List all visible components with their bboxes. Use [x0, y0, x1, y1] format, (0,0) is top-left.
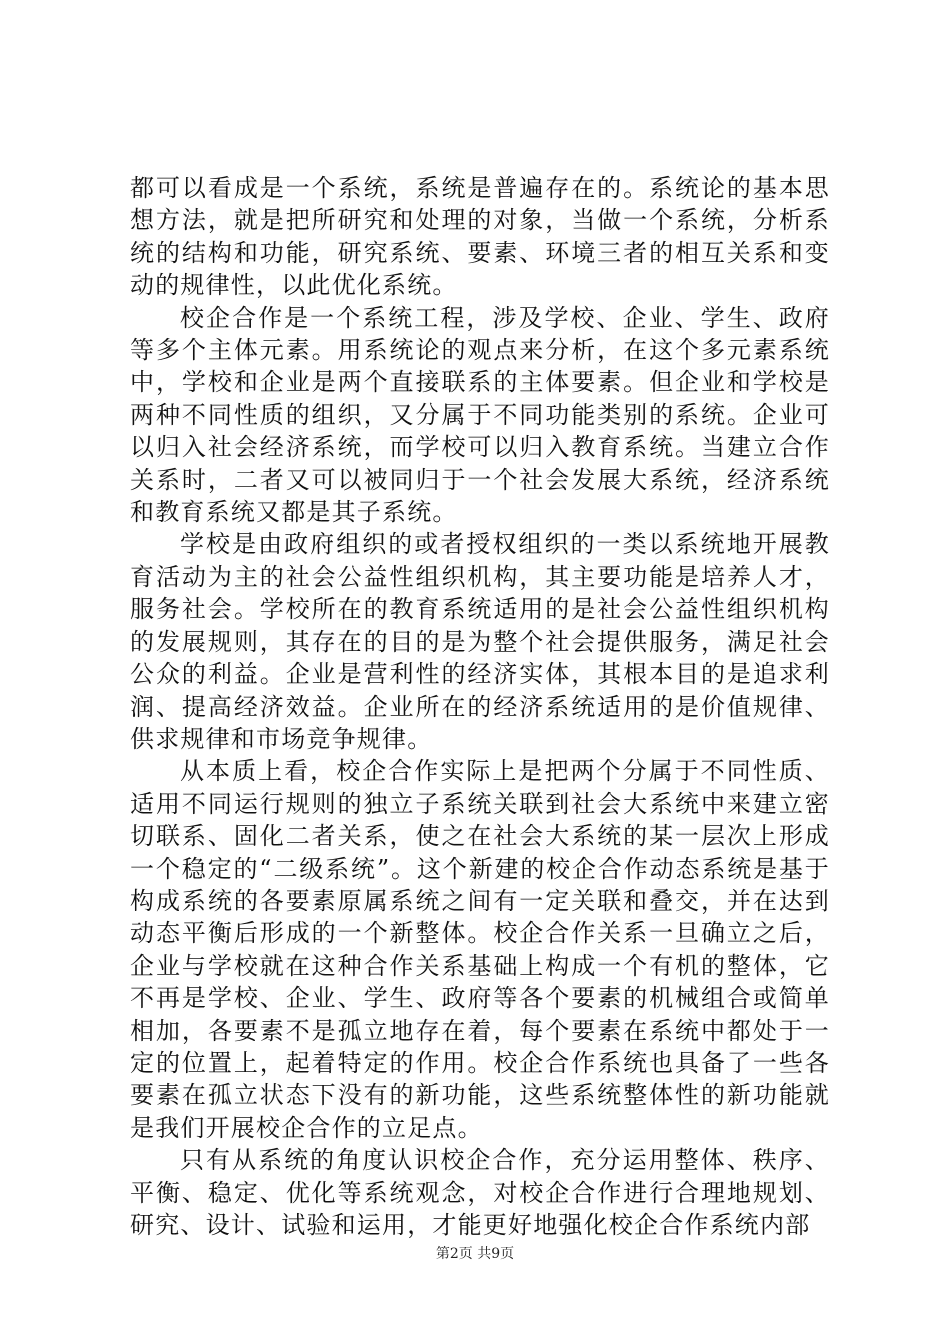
paragraph-1: 都可以看成是一个系统，系统是普遍存在的。系统论的基本思想方法，就是把所研究和处理的对象，当做一个系统，分析系统的结构和功能，研究系统、要素、环境三者的相互关系和变动的规律性，以此优化系统。 — [130, 174, 830, 300]
paragraph-4: 从本质上看，校企合作实际上是把两个分属于不同性质、适用不同运行规则的独立子系统关联到社会大系统中来建立密切联系、固化二者关系，使之在社会大系统的某一层次上形成一个稳定的“二级系统”。这个新建的校企合作动态系统是基于构成系统的各要素原属系统之间有一定关联和叠交，并在达到动态平衡后形成的一个新整体。校企合作关系一旦确立之后，企业与学校就在这种合作关系基础上构成一个有机的整体，它不再是学校、企业、学生、政府等各个要素的机械组合或简单相加，各要素不是孤立地存在着，每个要素在系统中都处于一定的位置上，起着特定的作用。校企合作系统也具备了一些各要素在孤立状态下没有的新功能，这些系统整体性的新功能就是我们开展校企合作的立足点。 — [130, 757, 830, 1142]
page-footer: 第2页 共9页 — [435, 1246, 515, 1262]
paragraph-2: 校企合作是一个系统工程，涉及学校、企业、学生、政府等多个主体元素。用系统论的观点来分析，在这个多元素系统中，学校和企业是两个直接联系的主体要素。但企业和学校是两种不同性质的组织，又分属于不同功能类别的系统。企业可以归入社会经济系统，而学校可以归入教育系统。当建立合作关系时，二者又可以被同归于一个社会发展大系统，经济系统和教育系统又都是其子系统。 — [130, 303, 830, 527]
document-body — [130, 172, 830, 1241]
paragraph-5: 只有从系统的角度认识校企合作，充分运用整体、秩序、平衡、稳定、优化等系统观念，对校企合作进行合理地规划、研究、设计、试验和运用，才能更好地强化校企合作系统内部 — [130, 1146, 830, 1239]
paragraph-3: 学校是由政府组织的或者授权组织的一类以系统地开展教育活动为主的社会公益性组织机构，其主要功能是培养人才，服务社会。学校所在的教育系统适用的是社会公益性组织机构的发展规则，其存在的目的是为整个社会提供服务，满足社会公众的利益。企业是营利性的经济实体，其根本目的是追求利润、提高经济效益。企业所在的经济系统适用的是价值规律、供求规律和市场竞争规律。 — [130, 530, 830, 753]
